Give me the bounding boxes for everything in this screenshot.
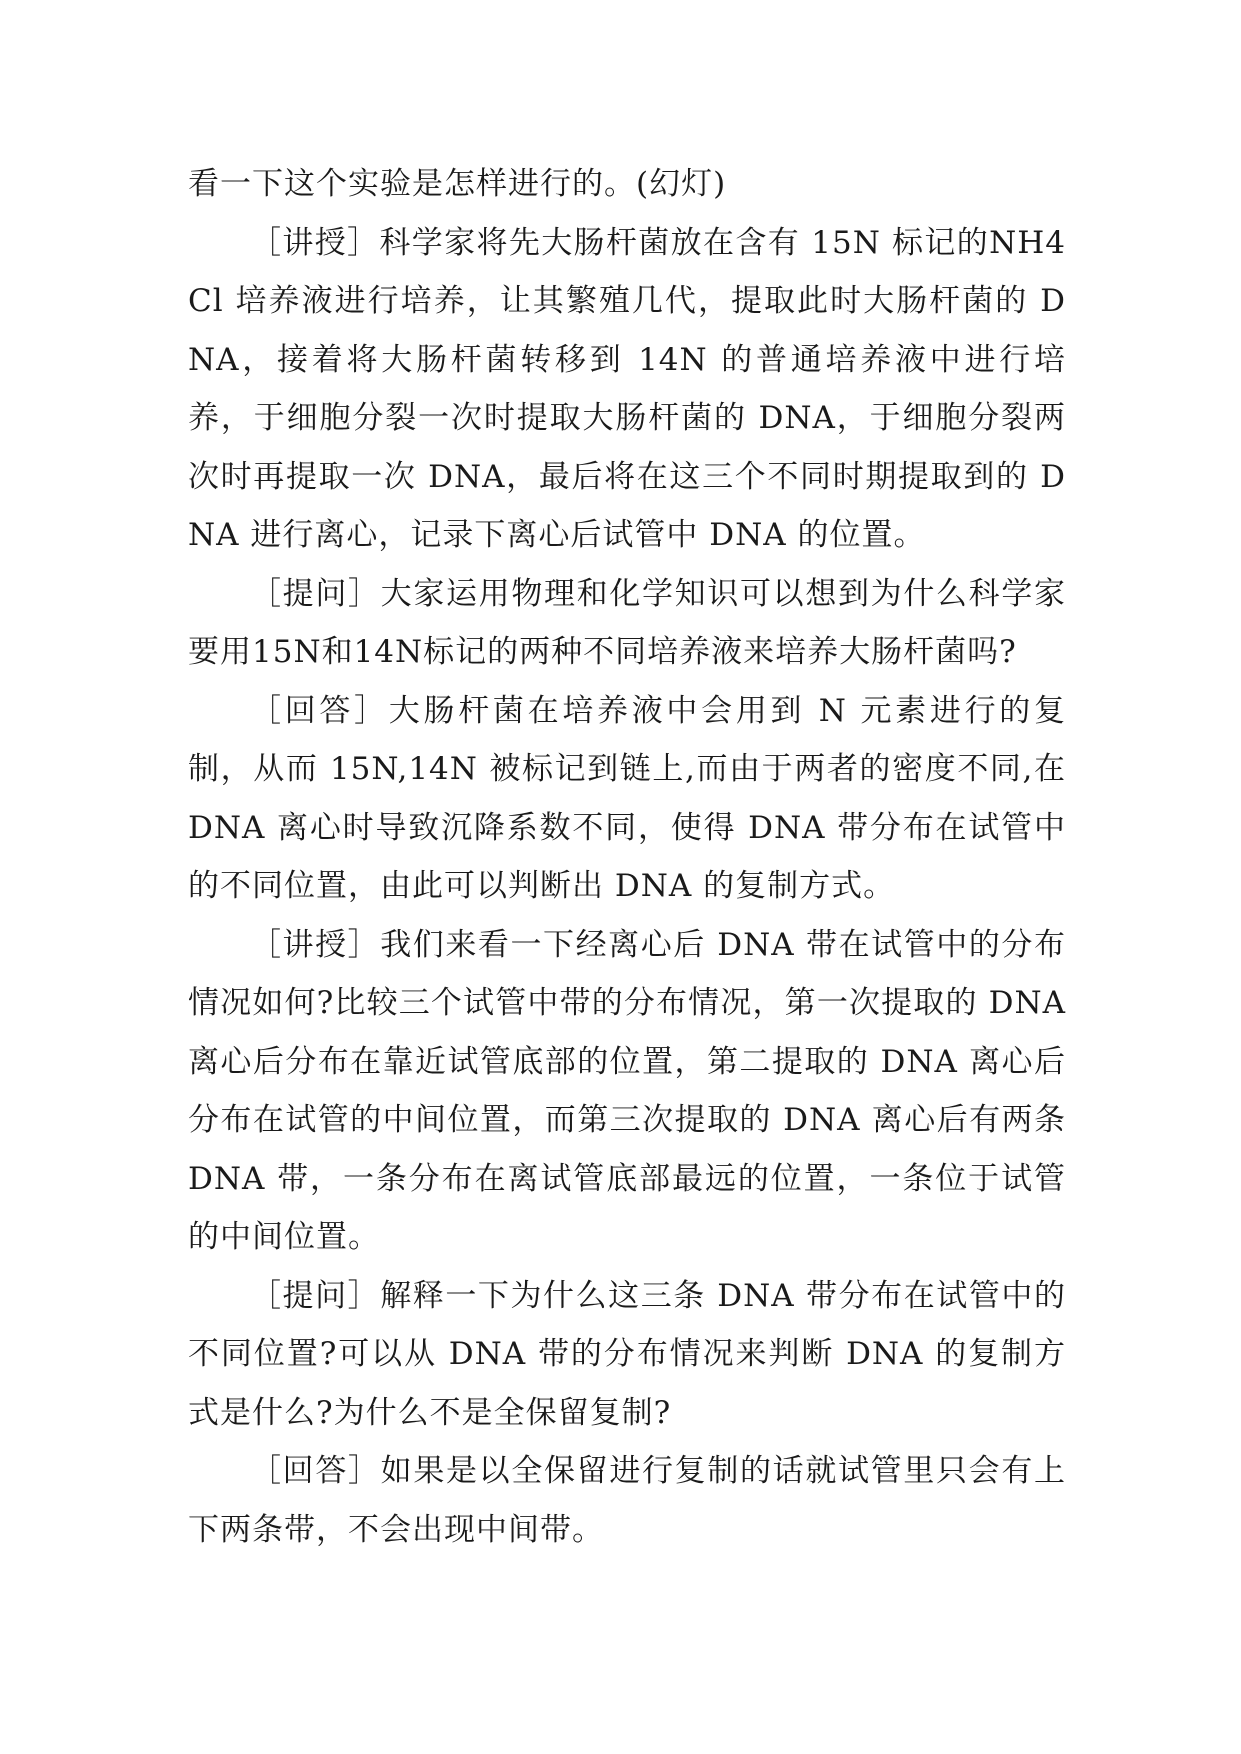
paragraph-answer-density: ［回答］大肠杆菌在培养液中会用到 N 元素进行的复制，从而 15N,14N 被标记到链上,而由于两者的密度不同,在 DNA 离心时导致沉降系数不同，使得 DNA 带分布在试管中的不同位置，由此可以判断出 DNA 的复制方式。: [188, 692, 1066, 904]
paragraph-question-replication: ［提问］解释一下为什么这三条 DNA 带分布在试管中的不同位置?可以从 DNA 带的分布情况来判断 DNA 的复制方式是什么?为什么不是全保留复制?: [188, 1277, 1066, 1431]
paragraph-intro: 看一下这个实验是怎样进行的。(幻灯): [188, 166, 727, 202]
document-body: [188, 155, 1066, 1559]
paragraph-answer-conservative: ［回答］如果是以全保留进行复制的话就试管里只会有上下两条带，不会出现中间带。: [188, 1453, 1066, 1548]
paragraph-lecture-experiment: ［讲授］科学家将先大肠杆菌放在含有 15N 标记的NH4Cl 培养液进行培养，让其繁殖几代，提取此时大肠杆菌的 DNA，接着将大肠杆菌转移到 14N 的普通培养液中进行培养，于细胞分裂一次时提取大肠杆菌的 DNA，于细胞分裂两次时再提取一次 DNA，最后将在这三个不同时期提取到的 DNA 进行离心，记录下离心后试管中 DNA 的位置。: [188, 224, 1066, 553]
paragraph-lecture-bands: ［讲授］我们来看一下经离心后 DNA 带在试管中的分布情况如何?比较三个试管中带的分布情况，第一次提取的 DNA 离心后分布在靠近试管底部的位置，第二提取的 DNA 离心后分布在试管的中间位置，而第三次提取的 DNA 离心后有两条 DNA 带，一条分布在离试管底部最远的位置，一条位于试管的中间位置。: [188, 926, 1066, 1255]
paragraph-question-isotopes: ［提问］大家运用物理和化学知识可以想到为什么科学家要用15N和14N标记的两种不同培养液来培养大肠杆菌吗?: [188, 575, 1066, 670]
